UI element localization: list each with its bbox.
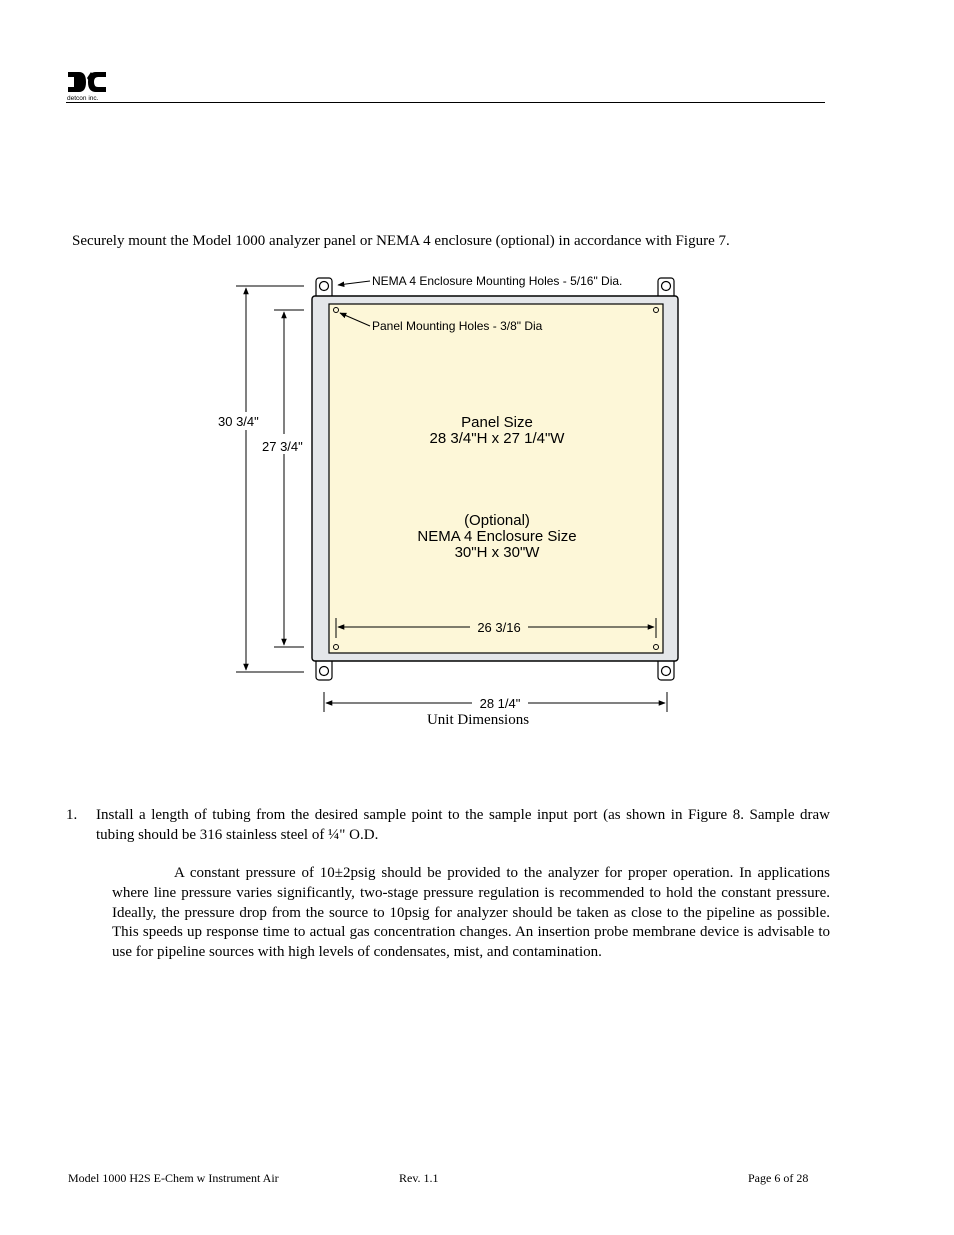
footer-document-title: Model 1000 H2S E-Chem w Instrument Air	[68, 1171, 279, 1185]
footer-page-number: Page 6 of 28	[748, 1171, 809, 1185]
instruction-item-1	[66, 805, 830, 845]
panel-size-title: Panel Size	[461, 414, 533, 431]
enclosure-size-value: 30"H x 30"W	[454, 544, 540, 561]
logo-text: detcon inc.	[67, 95, 99, 102]
list-text: Install a length of tubing from the desired sample point to the sample input port (as shown in Figure 8. Sample draw tubing should be 316 stainless steel of ¼" O.D.	[96, 807, 830, 843]
header-rule	[66, 102, 825, 103]
list-number: 1.	[66, 807, 78, 823]
outer-height-label: 30 3/4"	[218, 414, 259, 429]
panel-holes-callout: Panel Mounting Holes - 3/8" Dia	[372, 319, 543, 333]
footer-revision: Rev. 1.1	[399, 1171, 439, 1185]
unit-dimensions-diagram	[200, 262, 700, 724]
inner-width-label: 26 3/16	[477, 620, 521, 635]
panel-size-value: 28 3/4"H x 27 1/4"W	[429, 430, 565, 447]
panel-outline	[329, 304, 663, 653]
outer-width-label: 28 1/4"	[479, 696, 521, 711]
company-logo	[66, 70, 108, 102]
enclosure-size-title: NEMA 4 Enclosure Size	[417, 528, 577, 545]
pressure-note	[112, 864, 830, 963]
pressure-note-text: A constant pressure of 10±2psig should be provided to the analyzer for proper operation. In applications where line pressure varies significantly, two-stage pressure regulation is recommended to hold the constant pressure. Ideally, the pressure drop from the source to 10psig for analyzer should be taken as close to the pipeline as possible. This speeds up response time to actual gas concentration changes. An insertion probe membrane device is advisable to use for pipeline sources with high levels of condensates, mist, and contamination.	[112, 865, 830, 961]
enclosure-holes-leader	[338, 281, 370, 285]
figure-caption: Unit Dimensions	[426, 712, 530, 728]
inner-height-label: 27 3/4"	[262, 439, 303, 454]
optional-label: (Optional)	[464, 512, 530, 529]
enclosure-holes-callout: NEMA 4 Enclosure Mounting Holes - 5/16" Dia.	[372, 274, 623, 288]
detcon-logo-icon	[66, 70, 108, 102]
intro-paragraph: Securely mount the Model 1000 analyzer panel or NEMA 4 enclosure (optional) in accordance with Figure 7.	[72, 233, 730, 249]
